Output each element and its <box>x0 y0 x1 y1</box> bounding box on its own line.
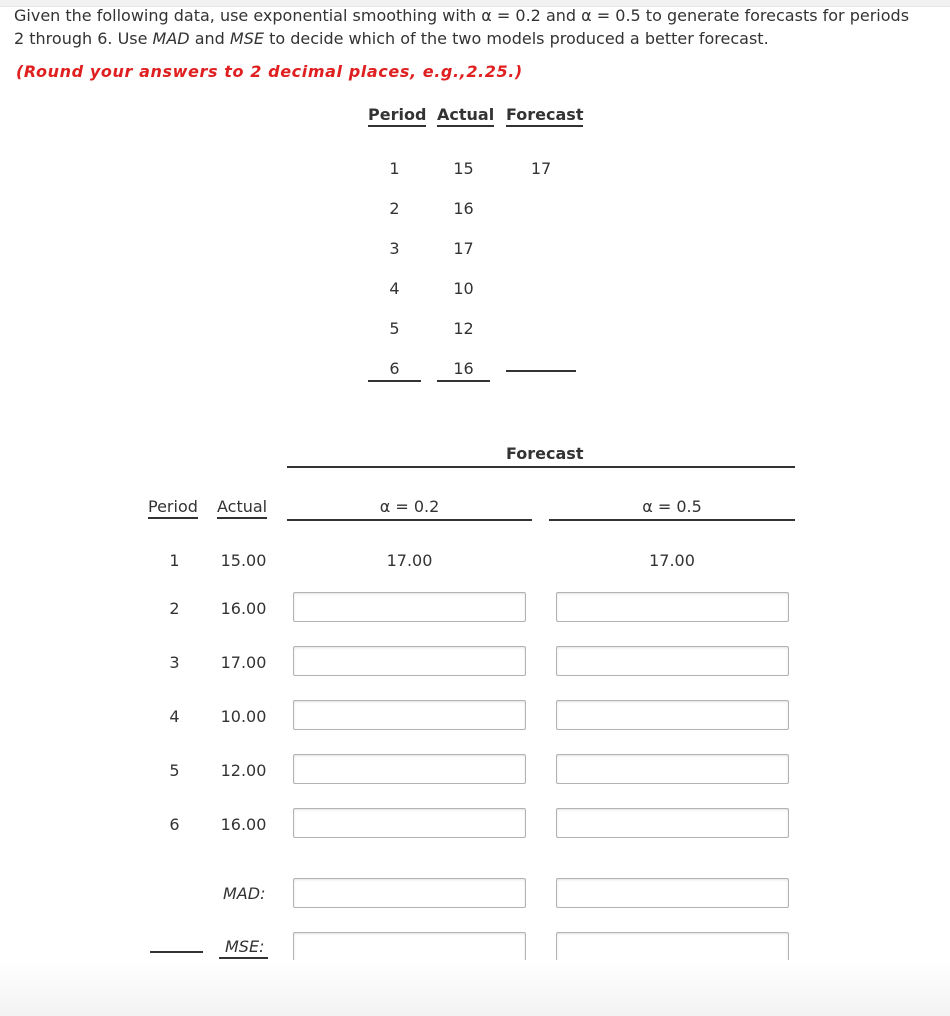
answer-actual-6: 16.00 <box>220 815 267 834</box>
mad-label: MAD: <box>223 884 266 903</box>
alpha-0-5-header: α = 0.5 <box>642 497 702 516</box>
alpha-0-5-forecast-input-5[interactable] <box>556 754 789 784</box>
alpha-0-5-mse-input[interactable] <box>556 932 789 962</box>
answer-actual-4: 10.00 <box>220 707 267 726</box>
data-actual-1: 15 <box>453 159 474 178</box>
alpha-0-5-forecast-input-6[interactable] <box>556 808 789 838</box>
alpha-0-5-forecast-input-2[interactable] <box>556 592 789 622</box>
data-header-actual: Actual <box>437 105 494 127</box>
data-forecast-1: 17 <box>530 159 552 178</box>
data-period-5: 5 <box>389 319 400 338</box>
data-actual-3: 17 <box>453 239 474 258</box>
answer-actual-5: 12.00 <box>220 761 267 780</box>
data-header-period: Period <box>368 105 426 127</box>
answer-period-4: 4 <box>169 707 180 726</box>
data-actual-6: 16 <box>453 359 474 378</box>
alpha-0-2-forecast-input-2[interactable] <box>293 592 526 622</box>
rounding-note: (Round your answers to 2 decimal places, e.g.,2.25.) <box>16 62 523 81</box>
data-actual-2: 16 <box>453 199 474 218</box>
data-rule <box>368 380 421 382</box>
forecast-group-rule <box>287 466 795 468</box>
alpha-0-2-forecast-input-4[interactable] <box>293 700 526 730</box>
answer-period-2: 2 <box>169 599 180 618</box>
mse-row-rule <box>150 951 203 953</box>
alpha-0-2-header: α = 0.2 <box>379 497 440 516</box>
question-text-start: Given the following data, use exponential smoothing with α = 0.2 and α = 0.5 to generate forecasts for periods 2 through 6. Use <box>14 6 910 48</box>
question-text-end: to decide which of the two models produced a better forecast. <box>263 29 769 48</box>
alpha-0-2-forecast-input-3[interactable] <box>293 646 526 676</box>
data-period-6: 6 <box>389 359 400 378</box>
alpha-0-5-forecast-1: 17.00 <box>649 551 695 570</box>
answer-period-3: 3 <box>169 653 180 672</box>
data-period-4: 4 <box>389 279 400 298</box>
bottom-fade <box>0 960 950 1016</box>
answer-header-period: Period <box>148 497 198 519</box>
alpha-0-5-mad-input[interactable] <box>556 878 789 908</box>
alpha-0-2-mad-input[interactable] <box>293 878 526 908</box>
answer-period-5: 5 <box>169 761 180 780</box>
answer-actual-3: 17.00 <box>220 653 267 672</box>
answer-actual-2: 16.00 <box>220 599 267 618</box>
alpha-0-5-forecast-input-3[interactable] <box>556 646 789 676</box>
mad-term: MAD <box>152 29 190 48</box>
forecast-group-header: Forecast <box>506 444 584 463</box>
alpha-0-2-rule <box>287 519 532 521</box>
mse-label: MSE: <box>219 937 268 959</box>
data-header-forecast: Forecast <box>506 105 583 127</box>
data-actual-5: 12 <box>453 319 474 338</box>
question-text <box>14 4 914 50</box>
data-period-3: 3 <box>389 239 400 258</box>
alpha-0-2-forecast-input-6[interactable] <box>293 808 526 838</box>
data-actual-4: 10 <box>453 279 474 298</box>
data-period-2: 2 <box>389 199 400 218</box>
question-and: and <box>189 29 230 48</box>
alpha-0-2-forecast-input-5[interactable] <box>293 754 526 784</box>
alpha-0-2-mse-input[interactable] <box>293 932 526 962</box>
data-rule <box>506 370 576 372</box>
answer-header-actual: Actual <box>217 497 267 519</box>
alpha-0-5-forecast-input-4[interactable] <box>556 700 789 730</box>
alpha-0-5-rule <box>549 519 795 521</box>
answer-period-1: 1 <box>169 551 180 570</box>
answer-actual-1: 15.00 <box>220 551 267 570</box>
data-period-1: 1 <box>389 159 400 178</box>
answer-period-6: 6 <box>169 815 180 834</box>
mse-term: MSE <box>229 29 264 48</box>
alpha-0-2-forecast-1: 17.00 <box>386 551 433 570</box>
data-rule <box>437 380 490 382</box>
